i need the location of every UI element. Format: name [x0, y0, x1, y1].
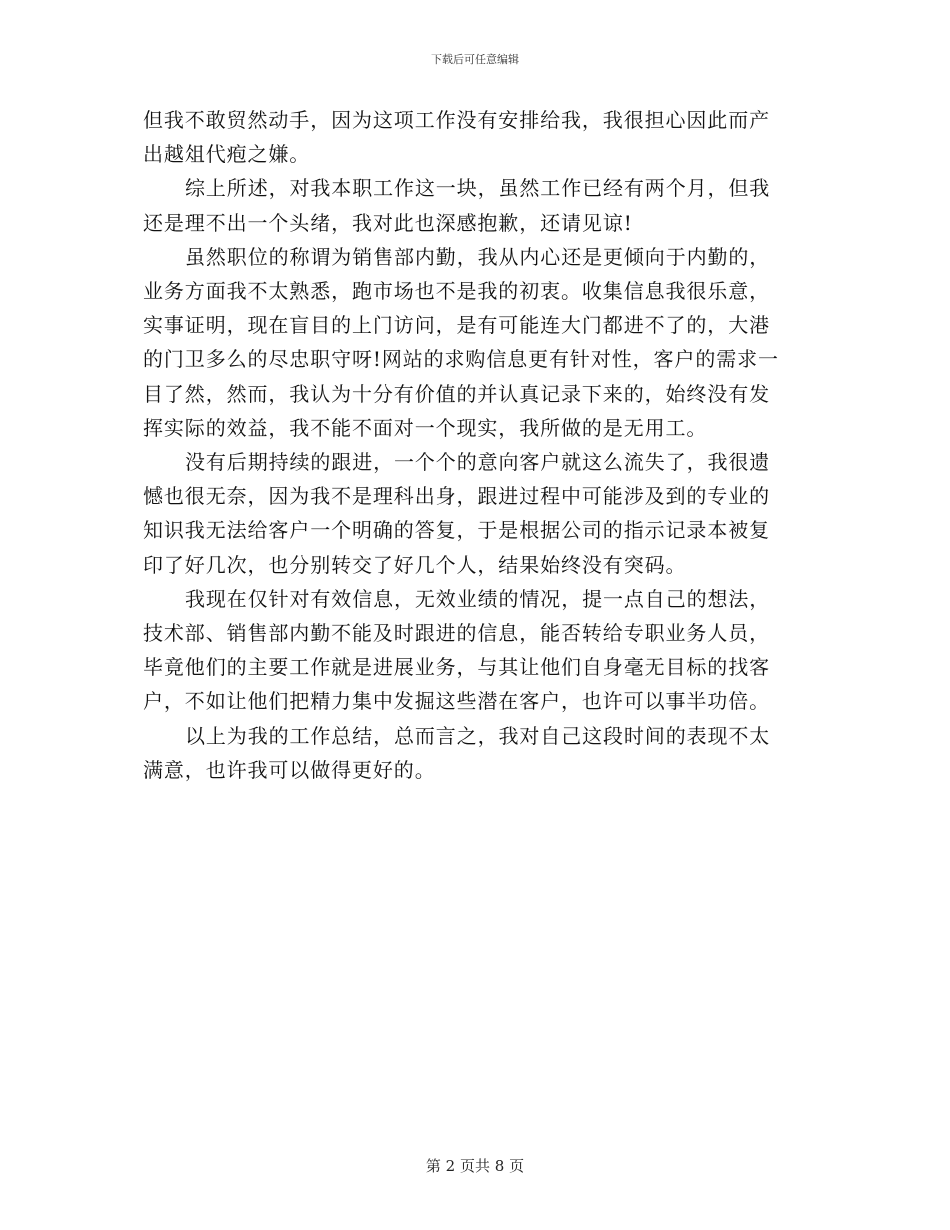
text-line: 憾也很无奈，因为我不是理科出身，跟进过程中可能涉及到的专业的 — [143, 484, 770, 509]
paragraph-follow-up — [143, 445, 808, 582]
text-line: 还是理不出一个头绪，我对此也深感抱歉，还请见谅! — [143, 210, 633, 235]
text-line: 综上所述，对我本职工作这一块，虽然工作已经有两个月，但我 — [185, 176, 771, 201]
text-line: 没有后期持续的跟进，一个个的意向客户就这么流失了，我很遗 — [185, 450, 771, 475]
text-line: 毕竟他们的主要工作就是进展业务，与其让他们自身毫无目标的找客 — [143, 655, 770, 680]
paragraph-suggestion — [143, 582, 808, 719]
paragraph-summary — [143, 171, 808, 239]
text-line: 实事证明，现在盲目的上门访问，是有可能连大门都进不了的，大港 — [143, 313, 770, 338]
text-line: 目了然，然而，我认为十分有价值的并认真记录下来的，始终没有发 — [143, 381, 770, 406]
text-line: 户，不如让他们把精力集中发掘这些潜在客户，也许可以事半功倍。 — [143, 689, 770, 714]
page-number: 第 2 页共 8 页 — [425, 1157, 525, 1175]
text-line: 技术部、销售部内勤不能及时跟进的信息，能否转给专职业务人员， — [143, 621, 770, 646]
text-line: 以上为我的工作总结，总而言之，我对自己这段时间的表现不太 — [185, 723, 771, 748]
text-line: 我现在仅针对有效信息，无效业绩的情况，提一点自己的想法， — [185, 586, 771, 611]
text-line: 知识我无法给客户一个明确的答复，于是根据公司的指示记录本被复 — [143, 518, 770, 543]
document-body — [143, 103, 808, 787]
text-line: 满意，也许我可以做得更好的。 — [143, 757, 436, 782]
text-line: 但我不敢贸然动手，因为这项工作没有安排给我，我很担心因此而产 — [143, 108, 770, 132]
paragraph-conclusion — [143, 719, 808, 787]
text-line: 虽然职位的称谓为销售部内勤，我从内心还是更倾向于内勤的， — [185, 244, 771, 269]
paragraph-position — [143, 240, 808, 445]
page-header: 下载后可任意编辑 — [431, 53, 519, 66]
text-line: 挥实际的效益，我不能不面对一个现实，我所做的是无用工。 — [143, 415, 708, 440]
text-line: 出越俎代疱之嫌。 — [143, 142, 311, 167]
text-line: 业务方面我不太熟悉，跑市场也不是我的初衷。收集信息我很乐意， — [143, 279, 770, 304]
paragraph-continuation — [143, 103, 808, 171]
text-line: 印了好几次，也分别转交了好几个人，结果始终没有突码。 — [143, 552, 687, 577]
text-line: 的门卫多么的尽忠职守呀!网站的求购信息更有针对性，客户的需求一 — [143, 347, 779, 372]
